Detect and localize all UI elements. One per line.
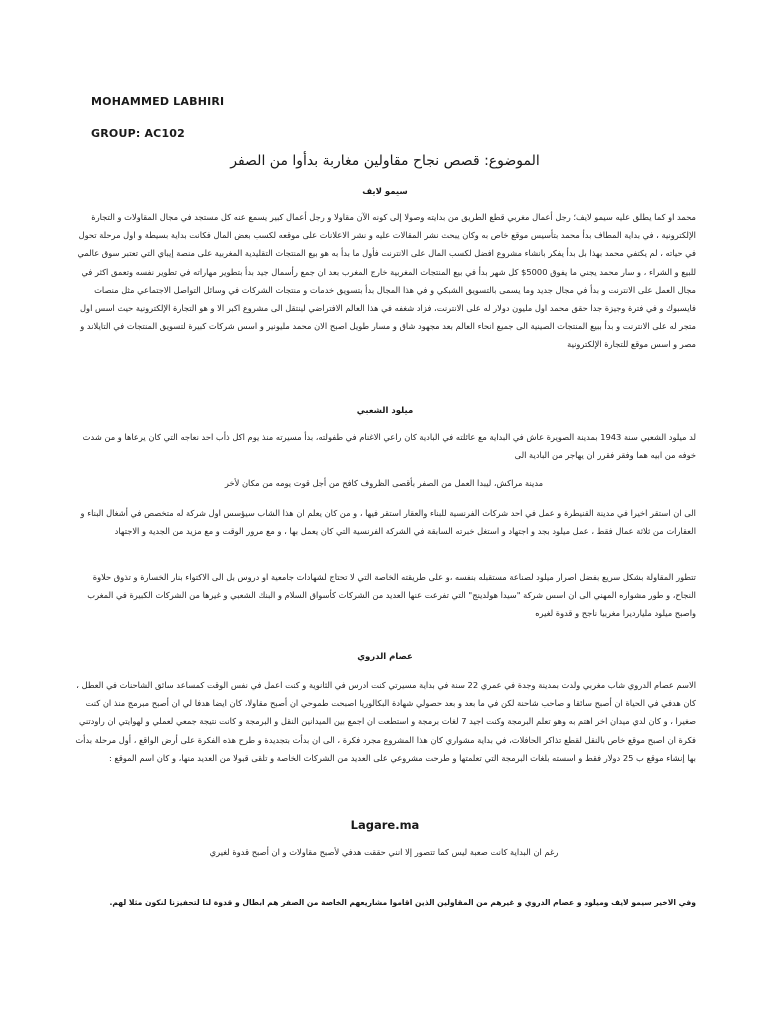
group-label: GROUP: AC102 [91, 127, 186, 140]
paragraph-issam: الاسم عصام الدروي شاب مغربي ولدت بمدينة وجدة في عمري 22 سنة في بداية مسيرتي كنت ادرس في الثانوية و كنت اعمل في نفس الوقت كمساعد سائق الشاحنات في العطل ، كان هدفي في الحياة ان أصبح سائقا و صاحب شاحنة لكن في ما بعد و بعد حصولي شهادة البكالوريا اصبحت طموحي ان أصبح مقاولا، كان ايضا هدفا لي ان أصبح مبرمج منذ ان كنت صغيرا ، و كان لدي ميدان اخر اهتم به وهو تعلم البرمجة وكنت اجيد 7 لغات برمجة و استطعت ان اجمع بين الميدانين النقل و البرمجة و كانت نتيجة جمعي لعملي و لهوايتي ان راودتني فكرة ان اصبح موقع خاص بالنقل لقطع تذاكر الحافلات، في بداية مشواري كان هذا المشروع مجرد فكرة ، الى ان بدأت بتجديدة و طرح هذه الفكرة على أرض الواقع ، أول مرحلة بدأت بها إنشاء موقع ب 25 دولار فقط و اسسته بلغات البرمجة التي تعلمتها و طرحت مشروعي على العديد من الشركات الخاصة و تلقى قبولا من العديد منها، و كان اسم الموقع : [75, 680, 696, 763]
author-name: MOHAMMED LABHIRI [91, 95, 225, 108]
section-heading-issam-droui: عصام الدروي [357, 652, 413, 662]
paragraph-miloud-3: الى ان استقر اخيرا في مدينة القنيطرة و عمل في احد شركات الفرنسية للبناء والعقار استقر فيها ، و من كان يعلم ان هذا الشاب سيؤسس اول شركة له متخصص في أشغال البناء و العقارات من ثلاثة عمال فقط ، عمل ميلود بجد و اجتهاد و استغل خبرته السابقة في الشركة الفرنسية التي كان يعمل بها ، و مع مرور الوقت و مع مزيد من الجدية و الاجتهاد [80, 508, 696, 537]
closing-paragraph: وفي الاخير سيمو لايف وميلود و عصام الدروي و غيرهم من المقاولين الذين اقاموا مشاريعهم الخاصة من الصفر هم ابطال و قدوة لنا لتحفيزنا لنكون مثلا لهم. [109, 898, 696, 907]
paragraph-miloud-2: مدينة مراكش، ليبدا العمل من الصفر بأقصى الظروف كافح من أجل قوت يومه من مكان لأخر [224, 478, 544, 488]
paragraph-simo-life: محمد او كما يطلق عليه سيمو لايف؛ رجل أعمال مغربي قطع الطريق من بدايته وصولا إلى كونه الآن مقاولا و رجل أعمال كبير يسمع عنه كل مستجد في مجال المقاولات و التجارة الإلكترونية ، في بداية المطاف بدأ محمد بتأسيس موقع خاص به وكان يبحث نشر المقالات عليه و نشر الاعلانات على موقعه لكسب بعض المال فكانت بداية بسيطة و اول مرحلة تحول في حياته ، لم يكتفي محمد بهذا بل بدأ يفكر بانشاء مشروع افضل لكسب المال على الانترنت فأول ما بدأ به هو بيع المنتجات التقليدية المغربية على منصة إيباي التي تعتبر سوق عالمي للبيع و الشراء ، و سار محمد يجني ما يفوق 5000$ كل شهر بدأ في بيع المنتجات المغربية خارج المغرب بعد ان جمع رأسمال جيد بدأ بتطوير مهاراته في تطوير نفسه وتعمق اكثر في مجال العمل على الانترنت و بدأ في مجال جديد وما يسمى بالتسويق الشبكي و في هذا المجال بدأ بتسويق خدمات و منتجات الشركات في وسائل التواصل الاجتماعي مثل منصات فايسبوك و في فترة وجيزة جدا حقق محمد اول مليون دولار له على الانترنت، فزاد شغفه في هذا العالم الافتراضي لينتقل الى مشروع اكبر الا و هو التجارة الإلكترونية حيث اسس اول متجر له على الانترنت و بدأ ببيع المنتجات الصينية الى جميع انحاء العالم بعد مجهود شاق و مسار طويل اصبح الان محمد مليونير و اسس شركات كبيرة لتسويق المنتجات في التايلاند و مصر و اسس موقع للتجارة الإلكترونية [77, 212, 696, 350]
document-title: الموضوع: قصص نجاح مقاولين مغاربة بدأوا من الصفر [230, 153, 540, 169]
paragraph-lagare: رغم ان البداية كانت صعبة ليس كما تتصور إلا انني حققت هدفي لأصبح مقاولات و ان أصبح قدوة لغيري [209, 847, 559, 857]
section-heading-lagare: Lagare.ma [350, 818, 420, 832]
section-heading-miloud-chaabi: ميلود الشعبي [356, 406, 414, 416]
paragraph-miloud-4: تتطور المقاولة بشكل سريع بفضل اصرار ميلود لصناعة مستقبله بنفسه ،و على طريقته الخاصة التي لا تحتاج لشهادات جامعية او دروس بل الى الاكتواء بنار الخسارة و تذوق حلاوة النجاح، و طور مشواره المهني الى ان اسس شركة "سيدا هولدينج" التي تفرعت عنها العديد من الشركات كأسواق السلام و البنك الشعبي و غيرها من الشركات الكبيرة في المغرب واصبح ميلود مليارديرا مغربيا ناجح و قدوة لغيره [87, 572, 696, 619]
section-heading-simo-life: سيمو لايف [362, 187, 408, 197]
paragraph-miloud-1: لد ميلود الشعبي سنة 1943 بمدينة الصويرة عاش في البداية مع عائلته في البادية كان راعي الاغنام في طفولته، بدأ مسيرته منذ يوم اكل ذأب احد نعاجه التي كان يرعاها و من شدت خوفه من ابيه هما وفقر فقرر ان يهاجر من البادية الى [82, 432, 696, 461]
